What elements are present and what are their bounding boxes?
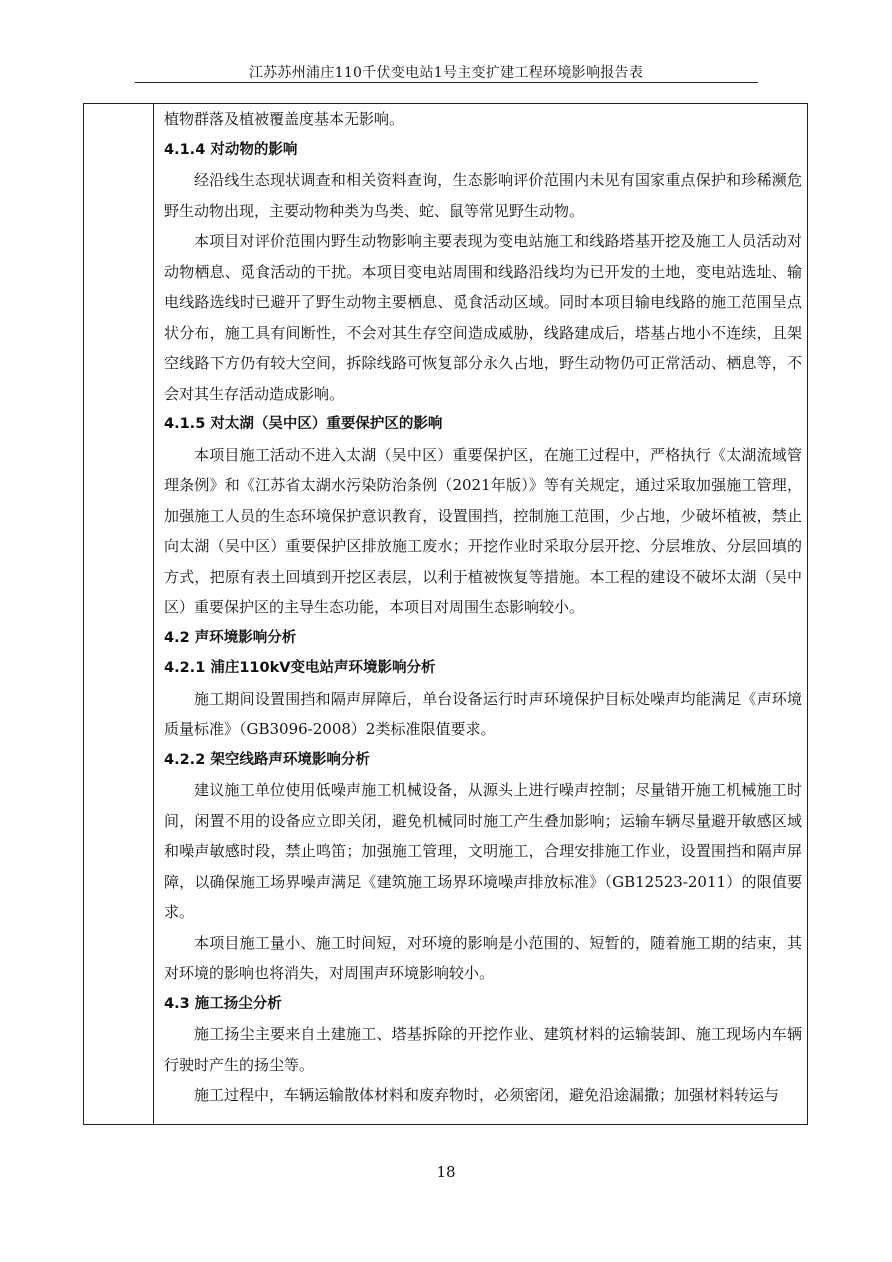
section-heading: 4.1.5 对太湖（吴中区）重要保护区的影响 (164, 416, 443, 432)
section-heading: 4.3 施工扬尘分析 (164, 995, 282, 1012)
paragraph: 本项目对评价范围内野生动物影响主要表现为变电站施工和线路塔基开挖及施工人员活动对动物栖息、觅食活动的干扰。本项目变电站周围和线路沿线均为已开发的土地，变电站选址、输电线路选线时已避开了野生动物主要栖息、觅食活动区域。同时本项目输电线路的施工范围呈点状分布，施工具有间断性，不会对其生存空间造成威胁，线路建成后，塔基占地小不连续，且架空线路下方仍有较大空间，拆除线路可恢复部分永久占地，野生动物仍可正常活动、栖息等，不会对其生存活动造成影响。 (164, 232, 802, 403)
table-frame (83, 103, 808, 1125)
paragraph: 施工过程中，车辆运输散体材料和废弃物时，必须密闭，避免沿途漏撒；加强材料转运与 (194, 1086, 780, 1104)
section-heading: 4.2.1 浦庄110kV变电站声环境影响分析 (164, 660, 436, 676)
paragraph: 施工扬尘主要来自土建施工、塔基拆除的开挖作业、建筑材料的运输装卸、施工现场内车辆行驶时产生的扬尘等。 (164, 1025, 802, 1074)
table-content-cell (164, 104, 802, 1111)
paragraph: 植物群落及植被覆盖度基本无影响。 (164, 110, 405, 128)
section-heading: 4.1.4 对动物的影响 (164, 141, 298, 158)
table-left-column (84, 104, 154, 1124)
section-heading: 4.2.2 架空线路声环境影响分析 (164, 751, 370, 768)
paragraph: 建议施工单位使用低噪声施工机械设备，从源头上进行噪声控制；尽量错开施工机械施工时间，闲置不用的设备应立即关闭，避免机械同时施工产生叠加影响；运输车辆尽量避开敏感区域和噪声敏感时段，禁止鸣笛；加强施工管理，文明施工，合理安排施工作业，设置围挡和隔声屏障，以确保施工场界噪声满足《建筑施工场界环境噪声排放标准》（GB12523-2011）的限值要求。 (164, 781, 802, 921)
section-heading: 4.2 声环境影响分析 (164, 629, 297, 646)
page-header-title: 江苏苏州浦庄110千伏变电站1号主变扩建工程环境影响报告表 (248, 65, 644, 81)
paragraph: 本项目施工活动不进入太湖（吴中区）重要保护区，在施工过程中，严格执行《太湖流域管理条例》和《江苏省太湖水污染防治条例（2021年版）》等有关规定，通过采取加强施工管理，加强施工人员的生态环境保护意识教育，设置围挡，控制施工范围，少占地，少破坏植被，禁止向太湖（吴中区）重要保护区排放施工废水；开挖作业时采取分层开挖、分层堆放、分层回填的方式，把原有表土回填到开挖区表层，以利于植被恢复等措施。本工程的建设不破坏太湖（吴中区）重要保护区的主导生态功能，本项目对周围生态影响较小。 (164, 445, 802, 616)
paragraph: 施工期间设置围挡和隔声屏障后，单台设备运行时声环境保护目标处噪声均能满足《声环境质量标准》（GB3096-2008）2类标准限值要求。 (164, 689, 802, 738)
page-number: 18 (436, 1163, 456, 1181)
header-rule (135, 82, 758, 83)
paragraph: 本项目施工量小、施工时间短，对环境的影响是小范围的、短暂的，随着施工期的结束，其对环境的影响也将消失，对周围声环境影响较小。 (164, 933, 802, 982)
paragraph: 经沿线生态现状调查和相关资料查询，生态影响评价范围内未见有国家重点保护和珍稀濒危野生动物出现，主要动物种类为鸟类、蛇、鼠等常见野生动物。 (164, 171, 802, 220)
